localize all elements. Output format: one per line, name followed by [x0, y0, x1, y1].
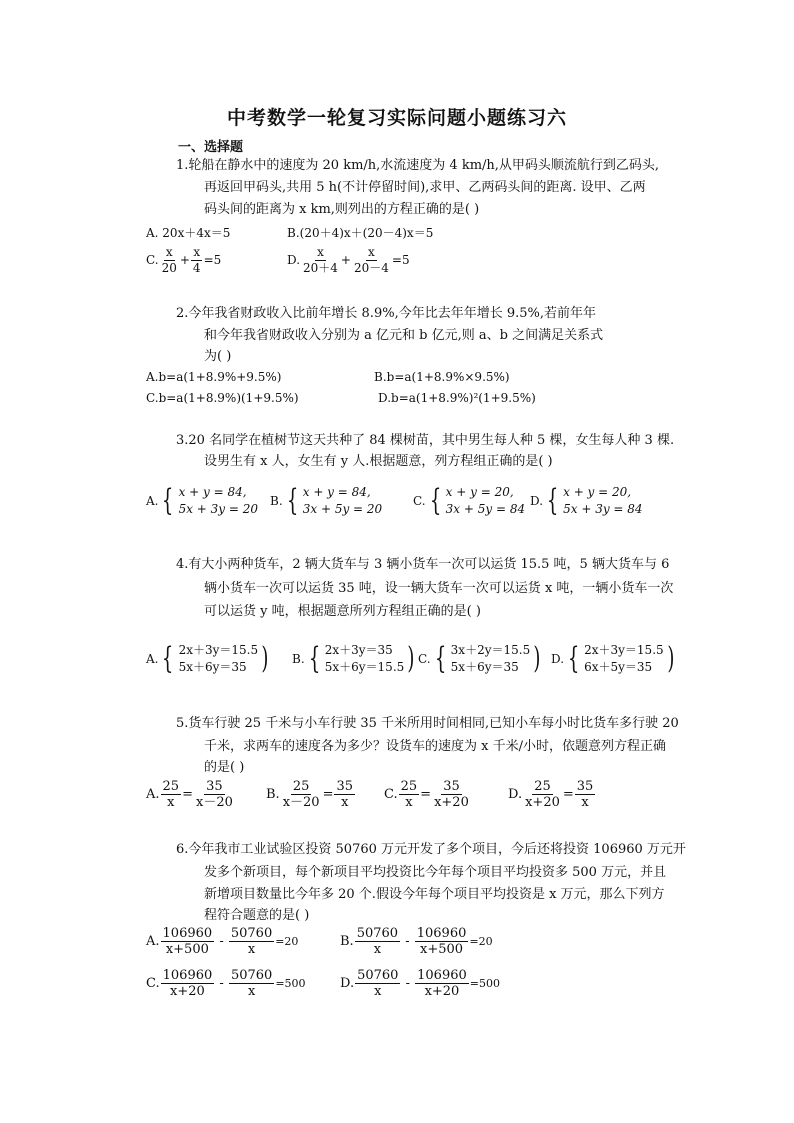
numerator: 35	[576, 779, 594, 794]
equation: 3x + 5y = 20	[302, 502, 383, 516]
numerator: 25	[292, 779, 310, 794]
option-label: D.	[340, 976, 355, 991]
right-brace-icon: )	[667, 641, 675, 676]
equation-system	[292, 642, 417, 676]
option-label: A.	[146, 494, 159, 508]
right-brace-icon: )	[533, 641, 541, 676]
q5-option-c	[384, 779, 472, 810]
question-3-line-1: 3.20 名同学在植树节这天共种了 84 棵树苗，其中男生每人种 5 棵，女生每人种 3 棵.	[176, 433, 675, 448]
left-brace-icon: {	[162, 641, 174, 676]
numerator: x	[165, 245, 173, 259]
fraction	[415, 968, 469, 999]
question-4-line-2: 辆小货车一次可以运货 35 吨，设一辆大货车一次可以运货 x 吨，一辆小货车一次	[204, 581, 674, 596]
equation: 6x＋5y＝35	[584, 660, 653, 674]
option-label: C.	[413, 494, 426, 508]
option-label: D.	[508, 787, 523, 802]
denominator: x	[373, 942, 382, 957]
option-label: A.	[146, 652, 159, 666]
left-brace-icon: {	[429, 483, 441, 518]
denominator: x－20	[195, 795, 233, 810]
option-label: A.	[146, 934, 160, 949]
q2-option-a: A.b=a(1+8.9%+9.5%)	[146, 370, 282, 384]
numerator: x	[317, 245, 324, 259]
denominator: x+20	[434, 795, 469, 810]
denominator: x	[167, 795, 175, 810]
denominator: 20	[161, 261, 177, 275]
operator: +	[179, 253, 190, 267]
question-2-line-3: 为( )	[204, 349, 232, 364]
left-brace-icon: {	[567, 641, 580, 676]
equation: 5x + 3y = 84	[563, 502, 643, 516]
operator: -	[405, 976, 410, 991]
q6-option-b	[340, 926, 493, 957]
equation: 5x＋6y＝35	[450, 660, 519, 674]
numerator: x	[368, 245, 375, 259]
equation: x + y = 84,	[178, 485, 247, 499]
operator: +	[340, 253, 351, 267]
denominator: 4	[192, 261, 201, 275]
q4-option-c	[418, 642, 543, 676]
q4-option-d	[551, 642, 676, 676]
numerator: 106960	[416, 926, 467, 941]
equation-system	[146, 484, 258, 518]
question-4-line-1: 4.有大小两种货车，2 辆大货车与 3 辆小货车一次可以运货 15.5 吨，5 辆大货车与 6	[176, 557, 670, 572]
fraction	[229, 926, 274, 957]
question-5-line-2: 千米，求两车的速度各为多少？设货车的速度为 x 千米/小时，依题意列方程正确	[204, 739, 666, 754]
q1-option-b: B.(20＋4)x＋(20－4)x＝5	[287, 226, 434, 240]
fraction	[301, 245, 340, 276]
q5-option-d	[508, 779, 596, 810]
numerator: 35	[336, 779, 354, 794]
option-label: C.	[146, 253, 159, 267]
equals: =20	[275, 935, 299, 948]
equation: 2x＋3y＝15.5	[178, 643, 259, 657]
equation: 5x + 3y = 20	[178, 502, 259, 516]
operator: -	[405, 934, 410, 949]
equation: 2x＋3y＝35	[324, 643, 393, 657]
numerator: 25	[534, 779, 551, 794]
denominator: x	[247, 942, 256, 957]
q3-option-a	[146, 484, 258, 518]
numerator: 50760	[357, 968, 399, 983]
operator: -	[219, 934, 224, 949]
option-label: D.	[551, 652, 565, 666]
fraction	[161, 926, 215, 957]
numerator: 35	[443, 779, 460, 794]
fraction	[161, 779, 182, 810]
question-5-line-3: 的是( )	[204, 760, 245, 775]
q2-option-c: C.b=a(1+8.9%)(1+9.5%)	[146, 391, 299, 405]
denominator: x+20	[525, 795, 560, 810]
q1-option-c	[146, 245, 221, 276]
equation: 5x＋6y＝35	[178, 660, 247, 674]
q5-option-b	[266, 779, 356, 810]
option-label: B.	[266, 787, 280, 802]
equation-system	[530, 484, 643, 518]
equals: =	[420, 787, 432, 802]
q3-option-d	[530, 484, 643, 518]
equation-system	[551, 642, 676, 676]
question-1-line-3: 码头间的距离为 x km,则列出的方程正确的是( )	[204, 202, 480, 217]
q4-option-b	[292, 642, 417, 676]
fraction	[334, 779, 355, 810]
numerator: 50760	[230, 926, 273, 941]
question-4-line-3: 可以运货 y 吨，根据题意所列方程组正确的是( )	[204, 604, 481, 619]
option-label: B.	[292, 652, 305, 666]
option-label: B.	[340, 934, 354, 949]
equals: =	[182, 787, 193, 802]
q6-option-a	[146, 926, 298, 957]
q1-option-d	[287, 245, 410, 276]
numerator: 50760	[356, 926, 399, 941]
fraction	[432, 779, 471, 810]
equals: =5	[391, 253, 410, 267]
option-label: C.	[384, 787, 398, 802]
fraction	[523, 779, 562, 810]
left-brace-icon: {	[434, 641, 446, 676]
section-heading: 一、选择题	[178, 140, 244, 155]
option-label: D.	[287, 253, 301, 267]
equation-system	[418, 642, 543, 676]
denominator: x+500	[165, 942, 209, 957]
q6-option-c	[146, 968, 306, 999]
question-3-line-2: 设男生有 x 人，女生有 y 人.根据题意，列方程组正确的是( )	[204, 454, 553, 469]
fraction	[399, 779, 420, 810]
equation-system	[270, 484, 382, 518]
equation: 2x＋3y＝15.5	[584, 643, 664, 657]
equation: x + y = 84,	[302, 485, 371, 499]
right-brace-icon: )	[407, 641, 415, 676]
equation: x + y = 20,	[445, 485, 514, 499]
question-6-line-3: 新增项目数量比今年多 20 个.假设今年每个项目平均投资是 x 万元，那么下列方	[204, 887, 665, 902]
left-brace-icon: {	[308, 641, 320, 676]
equals: =5	[203, 253, 222, 267]
operator: -	[219, 976, 224, 991]
numerator: 25	[400, 779, 418, 794]
option-label: C.	[146, 976, 160, 991]
equation: 3x + 5y = 84	[445, 502, 526, 516]
numerator: 106960	[417, 968, 467, 983]
numerator: x	[193, 245, 201, 259]
equation-system	[413, 484, 525, 518]
fraction	[355, 968, 400, 999]
fraction	[161, 968, 215, 999]
numerator: 50760	[230, 968, 273, 983]
q2-option-d: D.b=a(1+8.9%)²(1+9.5%)	[378, 391, 536, 405]
left-brace-icon: {	[286, 483, 298, 518]
numerator: 25	[162, 779, 180, 794]
option-label: A.	[146, 787, 160, 802]
right-brace-icon: )	[261, 641, 269, 676]
denominator: x	[405, 795, 413, 810]
equation-system	[146, 642, 271, 676]
option-label: C.	[418, 652, 431, 666]
q2-option-b: B.b=a(1+8.9%×9.5%)	[374, 370, 510, 384]
fraction	[194, 779, 235, 810]
fraction	[160, 245, 179, 276]
fraction	[281, 779, 322, 810]
fraction	[415, 926, 469, 957]
q3-option-c	[413, 484, 525, 518]
q6-option-d	[340, 968, 500, 999]
question-6-line-4: 程符合题意的是( )	[204, 908, 310, 923]
fraction	[191, 245, 203, 276]
denominator: x－20	[282, 795, 320, 810]
denominator: x	[581, 795, 589, 810]
equation: x + y = 20,	[563, 485, 632, 499]
denominator: x	[247, 984, 256, 999]
left-brace-icon: {	[162, 483, 174, 518]
fraction	[355, 926, 400, 957]
denominator: x+500	[420, 942, 464, 957]
denominator: x	[341, 795, 349, 810]
question-1-line-2: 再返回甲码头,共用 5 h(不计停留时间),求甲、乙两码头间的距离. 设甲、乙两	[204, 180, 646, 195]
fraction	[575, 779, 596, 810]
question-1-line-1: 1.轮船在静水中的速度为 20 km/h,水流速度为 4 km/h,从甲码头顺流航行到乙码头,	[176, 158, 660, 173]
q5-option-a	[146, 779, 236, 810]
numerator: 35	[206, 779, 223, 794]
denominator: x+20	[170, 984, 205, 999]
denominator: 20＋4	[303, 261, 338, 275]
equals: =	[562, 787, 574, 802]
fraction	[352, 245, 391, 276]
page-title: 中考数学一轮复习实际问题小题练习六	[226, 107, 567, 129]
fraction	[229, 968, 274, 999]
question-5-line-1: 5.货车行驶 25 千米与小车行驶 35 千米所用时间相同,已知小车每小时比货车多行驶 20	[176, 716, 679, 731]
option-label: D.	[530, 494, 544, 508]
left-brace-icon: {	[546, 483, 559, 518]
numerator: 106960	[162, 968, 213, 983]
question-2-line-2: 和今年我省财政收入分别为 a 亿元和 b 亿元,则 a、b 之间满足关系式	[204, 328, 604, 343]
denominator: x+20	[424, 984, 460, 999]
equation: 3x＋2y＝15.5	[450, 643, 531, 657]
numerator: 106960	[162, 926, 213, 941]
equals: =	[322, 787, 334, 802]
denominator: 20－4	[353, 261, 389, 275]
question-2-line-1: 2.今年我省财政收入比前年增长 8.9%,今年比去年年增长 9.5%,若前年年	[176, 306, 596, 321]
q1-option-a: A. 20x＋4x＝5	[146, 226, 231, 240]
option-label: B.	[270, 494, 283, 508]
question-6-line-1: 6.今年我市工业试验区投资 50760 万元开发了多个项目，今后还将投资 106960 万元开	[176, 842, 686, 857]
equals: =500	[275, 977, 306, 990]
q4-option-a	[146, 642, 271, 676]
equals: =20	[469, 935, 493, 948]
equation: 5x＋6y＝15.5	[324, 660, 405, 674]
denominator: x	[374, 984, 382, 999]
question-6-line-2: 发多个新项目，每个新项目平均投资比今年每个项目平均投资多 500 万元，并且	[204, 865, 667, 880]
equals: =500	[469, 977, 500, 990]
q3-option-b	[270, 484, 382, 518]
